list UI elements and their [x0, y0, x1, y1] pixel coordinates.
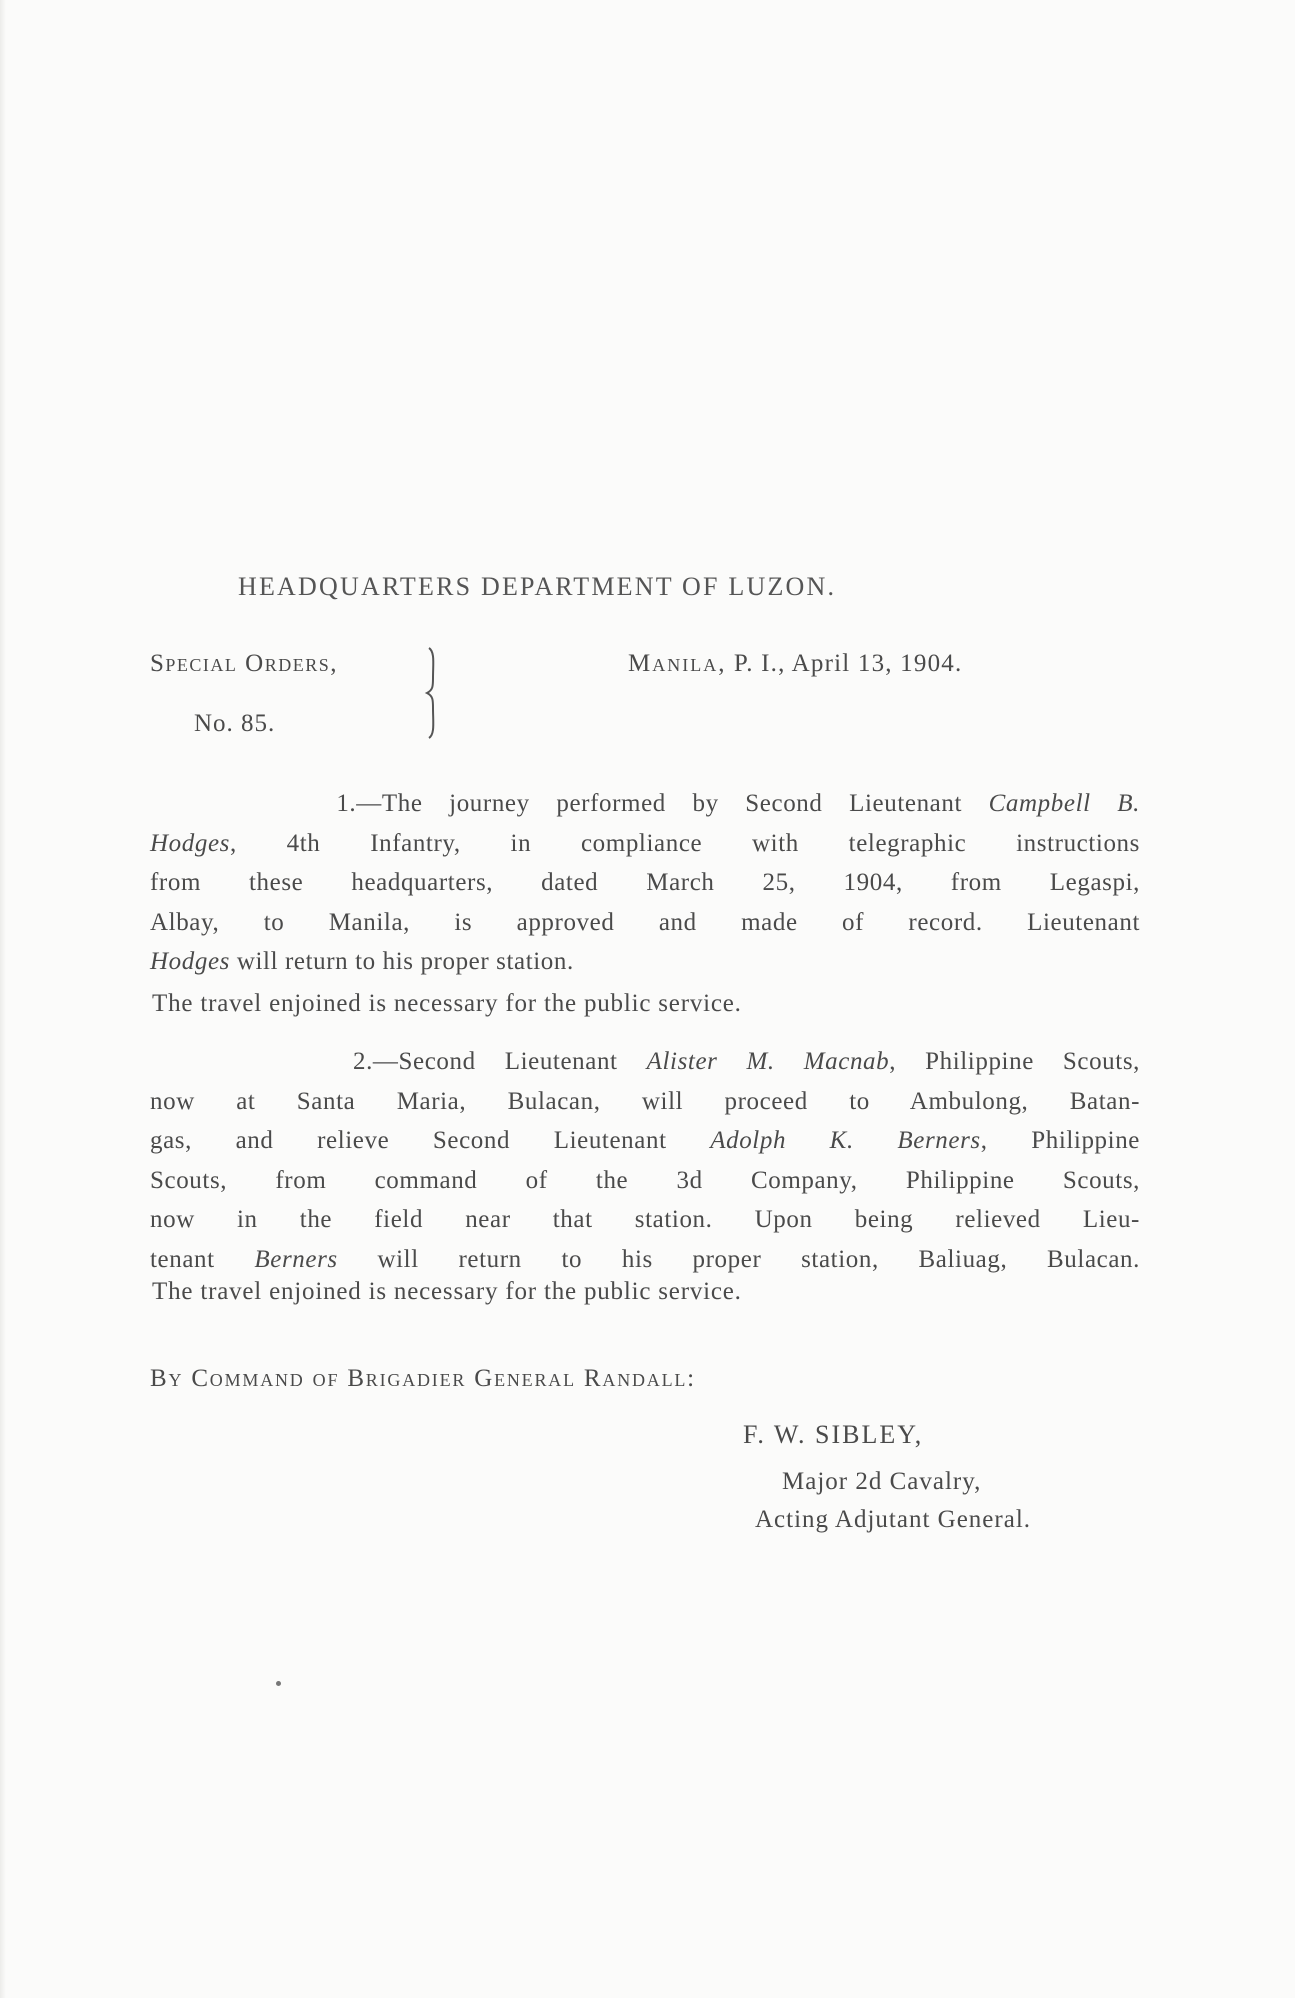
text: gas, and relieve Second Lieutenant — [150, 1127, 711, 1155]
paragraph-2-line: Scouts, from command of the 3d Company, Philippine Scouts, — [150, 1166, 1140, 1194]
document-heading: HEADQUARTERS DEPARTMENT OF LUZON. — [238, 572, 837, 601]
text: , Philippine Scouts, — [889, 1048, 1141, 1075]
paragraph-1 — [150, 784, 1140, 982]
command-line: By Command of Brigadier General Randall: — [150, 1365, 696, 1392]
brace-bracket — [421, 644, 445, 742]
paragraph-1-line: Albay, to Manila, is approved and made of record. Lieutenant — [150, 908, 1140, 936]
signature-rank: Major 2d Cavalry, — [782, 1468, 982, 1495]
text: , 4th Infantry, in compliance with telegraphic instructions — [229, 829, 1140, 857]
paragraph-1-line — [150, 824, 1140, 864]
officer-name: Berners — [254, 1245, 338, 1273]
officer-name: Alister M. Macnab — [646, 1048, 890, 1075]
travel-note-2: The travel enjoined is necessary for the public service. — [152, 1278, 742, 1305]
paragraph-2-line — [150, 1042, 1140, 1082]
travel-note-1: The travel enjoined is necessary for the public service. — [152, 990, 742, 1017]
text: 2.—Second Lieutenant — [352, 1048, 647, 1075]
paragraph-1-line — [150, 784, 1140, 824]
place-date-line — [628, 650, 962, 678]
ink-speck — [276, 1681, 281, 1686]
place: Manila, — [628, 650, 727, 677]
paragraph-2 — [150, 1042, 1140, 1280]
paragraph-2-line: now at Santa Maria, Bulacan, will proceed to Ambulong, Batan- — [150, 1087, 1140, 1115]
paragraph-2-line — [150, 1121, 1140, 1161]
text: will return to his proper station. — [229, 948, 574, 976]
text: 1.—The journey performed by Second Lieutenant — [336, 790, 989, 817]
text: will return to his proper station, Baliuag, Bulacan. — [337, 1245, 1140, 1273]
date: P. I., April 13, 1904. — [733, 650, 963, 677]
order-number: No. 85. — [194, 710, 276, 737]
order-label: Special Orders, — [150, 650, 338, 677]
paragraph-1-line — [150, 942, 1140, 982]
paragraph-2-line: now in the field near that station. Upon being relieved Lieu- — [150, 1206, 1140, 1234]
signature-title: Acting Adjutant General. — [755, 1506, 1032, 1533]
paragraph-1-line: from these headquarters, dated March 25, 1904, from Legaspi, — [150, 869, 1140, 897]
officer-name: Campbell B. — [988, 790, 1140, 817]
officer-name: Hodges — [150, 948, 230, 976]
officer-name: Adolph K. Berners — [710, 1127, 981, 1155]
officer-name: Hodges — [150, 829, 230, 857]
signature-name: F. W. SIBLEY, — [743, 1420, 924, 1449]
paragraph-2-line — [150, 1240, 1140, 1280]
text: , Philippine — [980, 1127, 1140, 1155]
text: tenant — [150, 1245, 255, 1273]
